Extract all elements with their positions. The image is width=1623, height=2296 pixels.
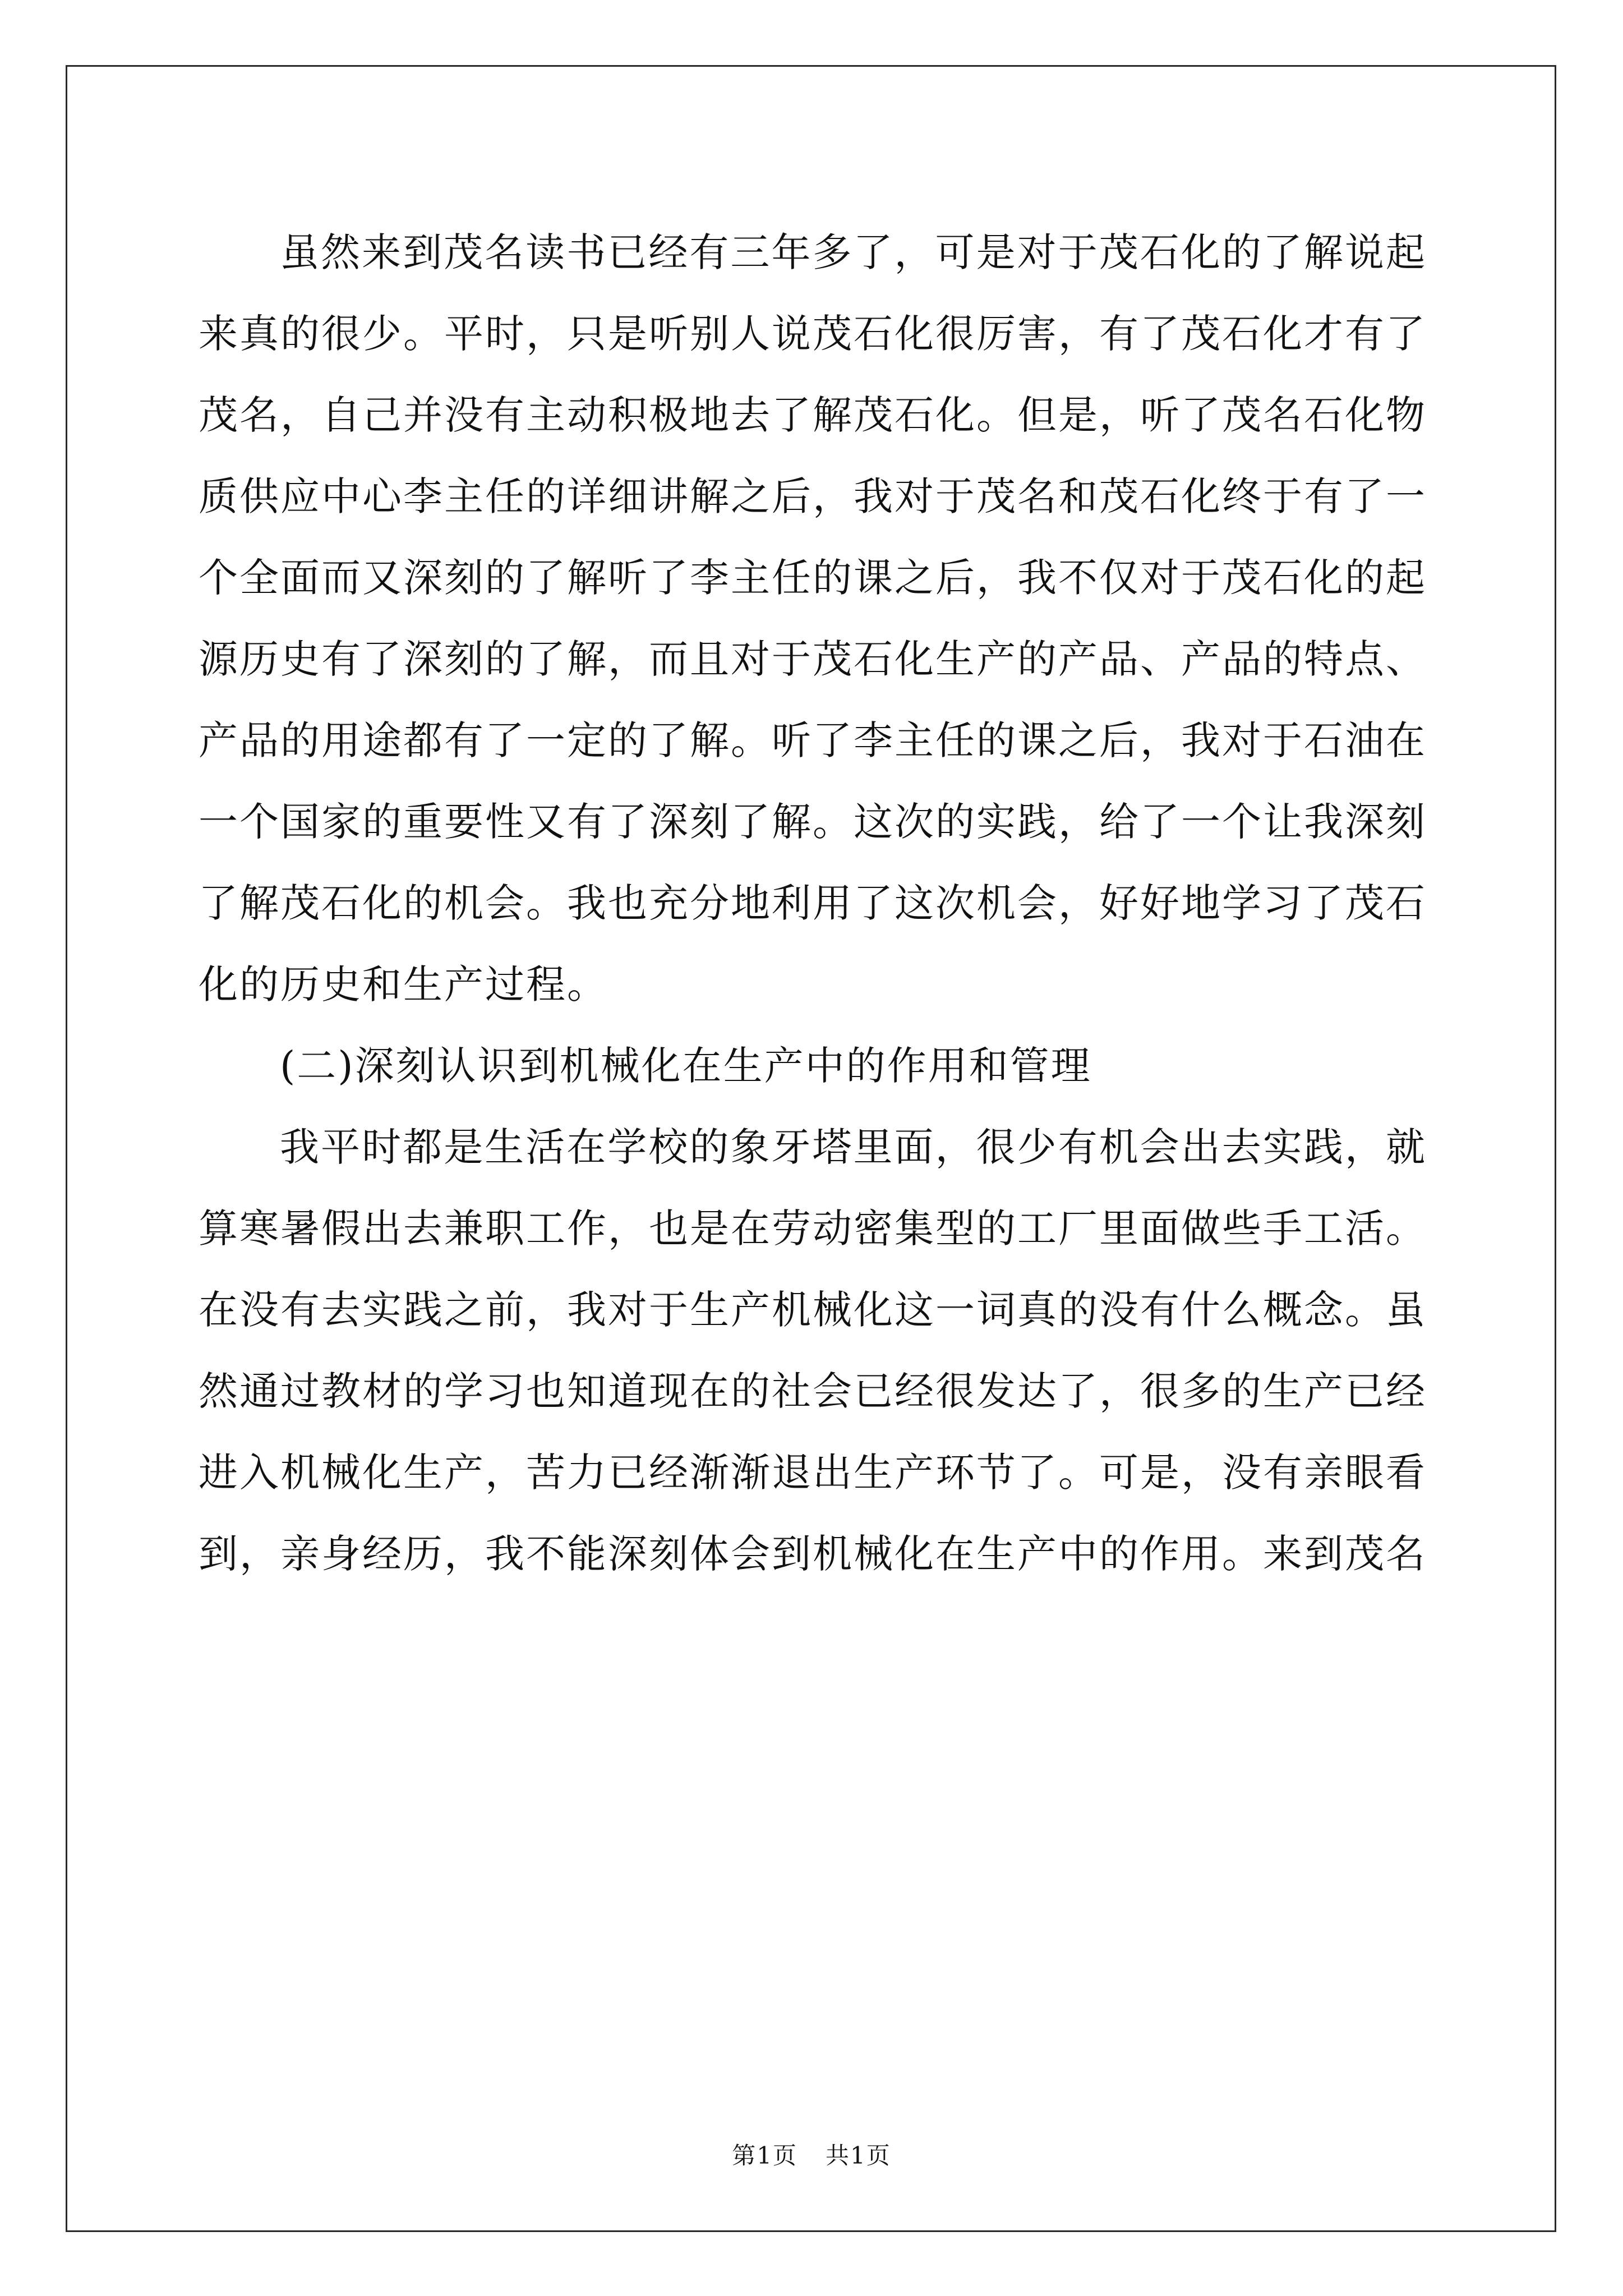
paragraph-mechanization-concept: 在没有去实践之前，我对于生产机械化这一词真的没有什么概念。虽然通过教材的学习也知道现在的社会已经很发达了，很多的生产已经进入机械化生产，苦力已经渐渐退出生产环节了。可是，没有亲眼看到，亲身经历，我不能深刻体会到机械化在生产中的作用。来到茂名 — [199, 1287, 1427, 1577]
document-body — [199, 212, 1427, 1595]
page-total: 共1页 — [826, 2142, 891, 2169]
page-footer — [0, 2137, 1623, 2171]
paragraph-practice-background: 我平时都是生活在学校的象牙塔里面，很少有机会出去实践，就算寒暑假出去兼职工作，也是在劳动密集型的工厂里面做些手工活。 — [199, 1124, 1427, 1251]
paragraph-refinery-understanding: 虽然来到茂名读书已经有三年多了，可是对于茂石化的了解说起来真的很少。平时，只是听别人说茂石化很厉害，有了茂石化才有了茂名，自己并没有主动积极地去了解茂石化。但是，听了茂名石化物质供应中心李主任的详细讲解之后，我对于茂名和茂石化终于有了一个全面而又深刻的了解听了李主任的课之后，我不仅对于茂石化的起源历史有了深刻的了解，而且对于茂石化生产的产品、产品的特点、产品的用途都有了一定的了解。听了李主任的课之后，我对于石油在一个国家的重要性又有了深刻了解。这次的实践，给了一个让我深刻了解茂石化的机会。我也充分地利用了这次机会，好好地学习了茂石化的历史和生产过程。 — [199, 229, 1427, 1007]
page-number: 第1页 — [732, 2142, 797, 2169]
section-heading-mechanization: (二)深刻认识到机械化在生产中的作用和管理 — [280, 1043, 1092, 1089]
